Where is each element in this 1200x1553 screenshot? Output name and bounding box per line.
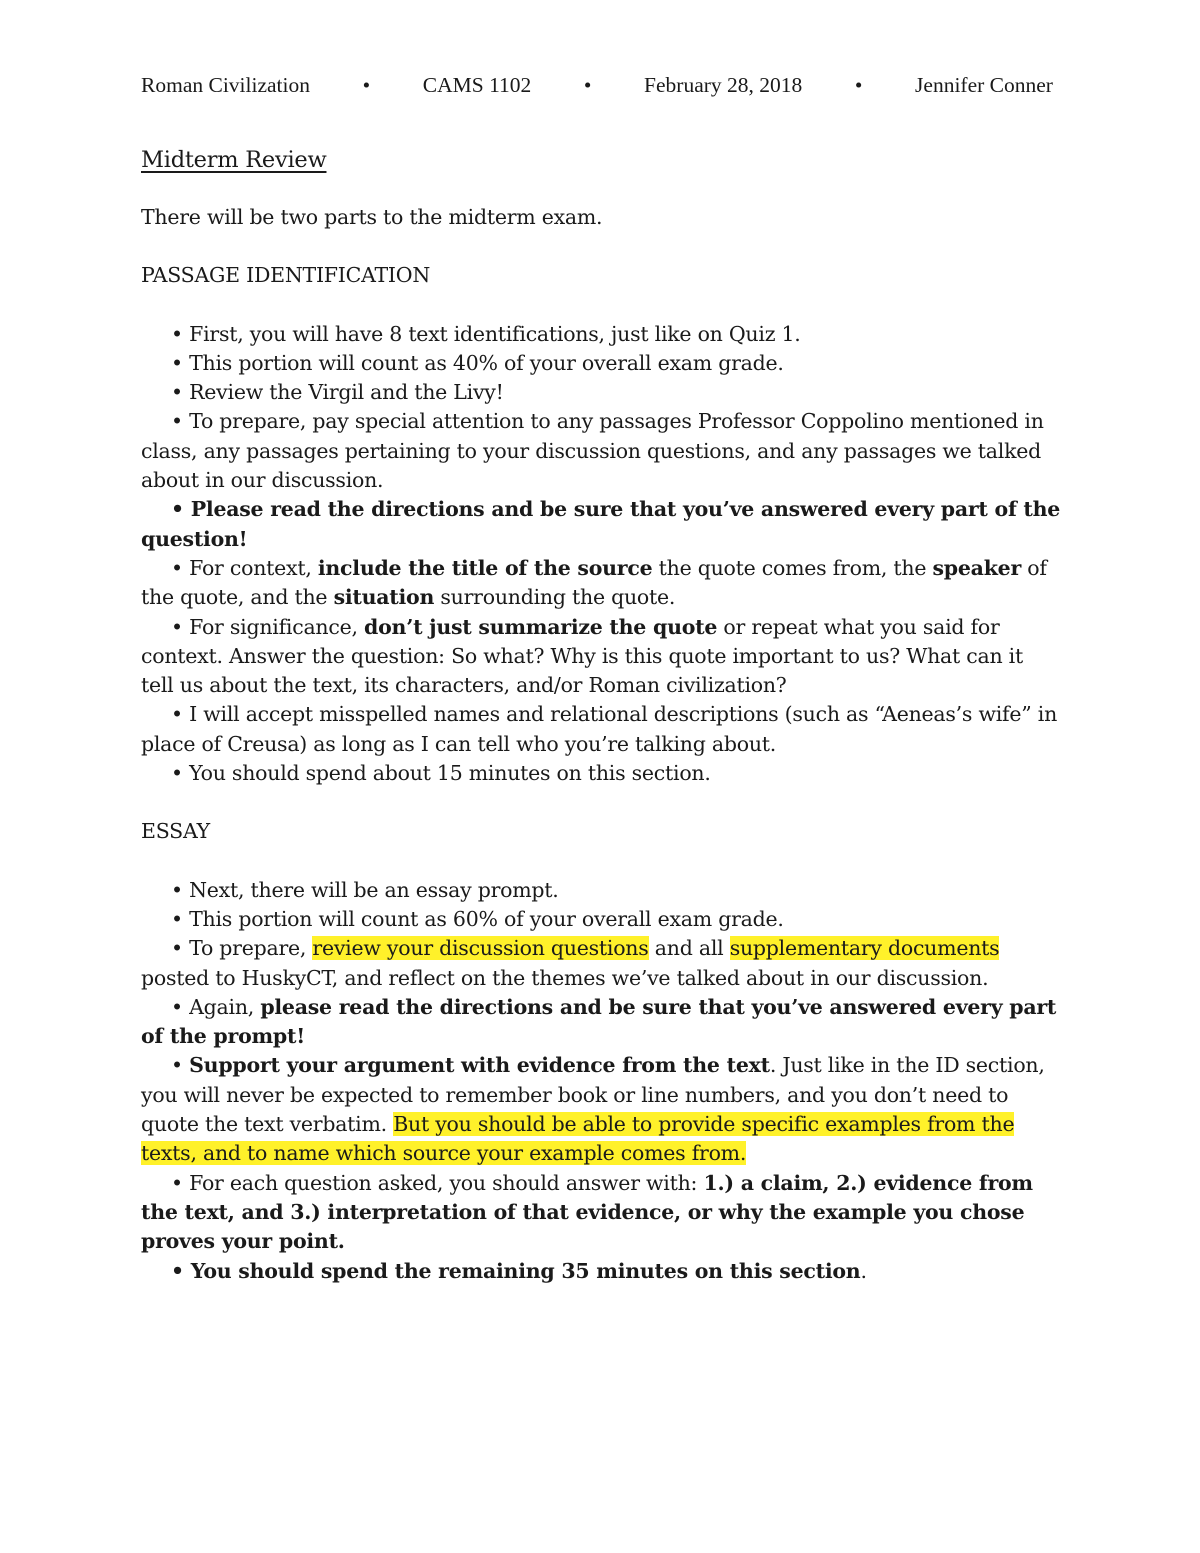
list-item <box>141 1051 1061 1168</box>
list-item: • I will accept misspelled names and relational descriptions (such as “Aeneas’s wife” in place of Creusa) as long as I can tell who you’re talking about. <box>141 702 1058 756</box>
text-run: posted to HuskyCT, and reflect on the themes we’ve talked about in our discussion. <box>141 965 989 990</box>
header-separator: • <box>583 73 592 97</box>
text-run: surrounding the quote. <box>434 585 676 610</box>
bold-text: a claim, 2.) evidence from the text, and 3.) interpretation of that evidence, or why the example you chose proves your point. <box>141 1170 1033 1254</box>
bold-text: situation <box>333 585 435 610</box>
list-item <box>141 554 1061 613</box>
text-run: . <box>860 1258 867 1283</box>
text-run: the quote comes from, the <box>652 555 933 580</box>
list-item <box>141 934 1061 993</box>
header-separator: • <box>362 73 371 97</box>
text-run: • To prepare, <box>171 936 313 961</box>
highlighted-text: But you should be able to provide specific examples from the texts, and to name which source your example comes from. <box>141 1112 1015 1166</box>
header-date: February 28, 2018 <box>644 73 803 97</box>
bold-text: 1.) <box>703 1170 734 1195</box>
list-item <box>141 495 1061 554</box>
bold-text: include the title of the source <box>317 555 653 580</box>
passage-section-list <box>141 320 1061 789</box>
list-item <box>141 1169 1061 1257</box>
bold-text: don’t just summarize the quote <box>364 614 718 639</box>
essay-section-heading: ESSAY <box>141 819 210 844</box>
list-item <box>141 993 1061 1052</box>
list-item: • This portion will count as 60% of your overall exam grade. <box>171 906 784 931</box>
course-code: CAMS 1102 <box>422 73 532 97</box>
list-item: • This portion will count as 40% of your overall exam grade. <box>171 350 784 375</box>
course-name: Roman Civilization <box>141 73 310 97</box>
text-run: • For context, <box>171 555 318 580</box>
author-name: Jennifer Conner <box>915 73 1053 97</box>
text-run: • For significance, <box>171 614 365 639</box>
document-header <box>141 70 1053 101</box>
text-run: • Again, <box>171 994 261 1019</box>
bold-text: speaker <box>932 555 1022 580</box>
highlighted-text: review your discussion questions <box>312 936 649 961</box>
essay-section-list <box>141 876 1061 1286</box>
list-item: • To prepare, pay special attention to any passages Professor Coppolino mentioned in class, any passages pertaining to your discussion questions, and any passages we talked about in our discussion. <box>141 409 1044 493</box>
list-item: • You should spend about 15 minutes on this section. <box>171 761 711 786</box>
list-item: • Review the Virgil and the Livy! <box>171 380 504 405</box>
list-item: • First, you will have 8 text identifications, just like on Quiz 1. <box>171 321 801 346</box>
passage-section-heading: PASSAGE IDENTIFICATION <box>141 263 431 288</box>
header-separator: • <box>854 73 863 97</box>
document-page <box>141 70 1061 1286</box>
list-item <box>141 613 1061 701</box>
bold-text: • Please read the directions and be sure that you’ve answered every part of the question! <box>141 497 1061 551</box>
text-run: of the quote, and the <box>141 555 1047 610</box>
bold-text: Support your argument with evidence from the text <box>189 1053 770 1078</box>
list-item <box>141 1257 1061 1286</box>
highlighted-text: supplementary documents <box>729 936 1000 961</box>
page-title: Midterm Review <box>141 147 327 173</box>
list-item: • Next, there will be an essay prompt. <box>171 877 559 902</box>
text-run: • For each question asked, you should answer with: <box>171 1170 704 1195</box>
intro-text: There will be two parts to the midterm exam. <box>141 205 603 229</box>
text-run: and all <box>648 936 730 961</box>
text-run: • <box>171 1053 190 1078</box>
text-run: . Just like in the ID section, you will never be expected to remember book or line numbers, and you don’t need to quote the text verbatim. <box>141 1053 1045 1137</box>
text-run: or repeat what you said for context. Answer the question: So what? Why is this quote important to us? What can it tell us about the text, its characters, and/or Roman civilization? <box>141 614 1023 698</box>
bold-text: • You should spend the remaining 35 minutes on this section <box>171 1258 861 1283</box>
bold-text: please read the directions and be sure that you’ve answered every part of the prompt! <box>141 994 1057 1049</box>
